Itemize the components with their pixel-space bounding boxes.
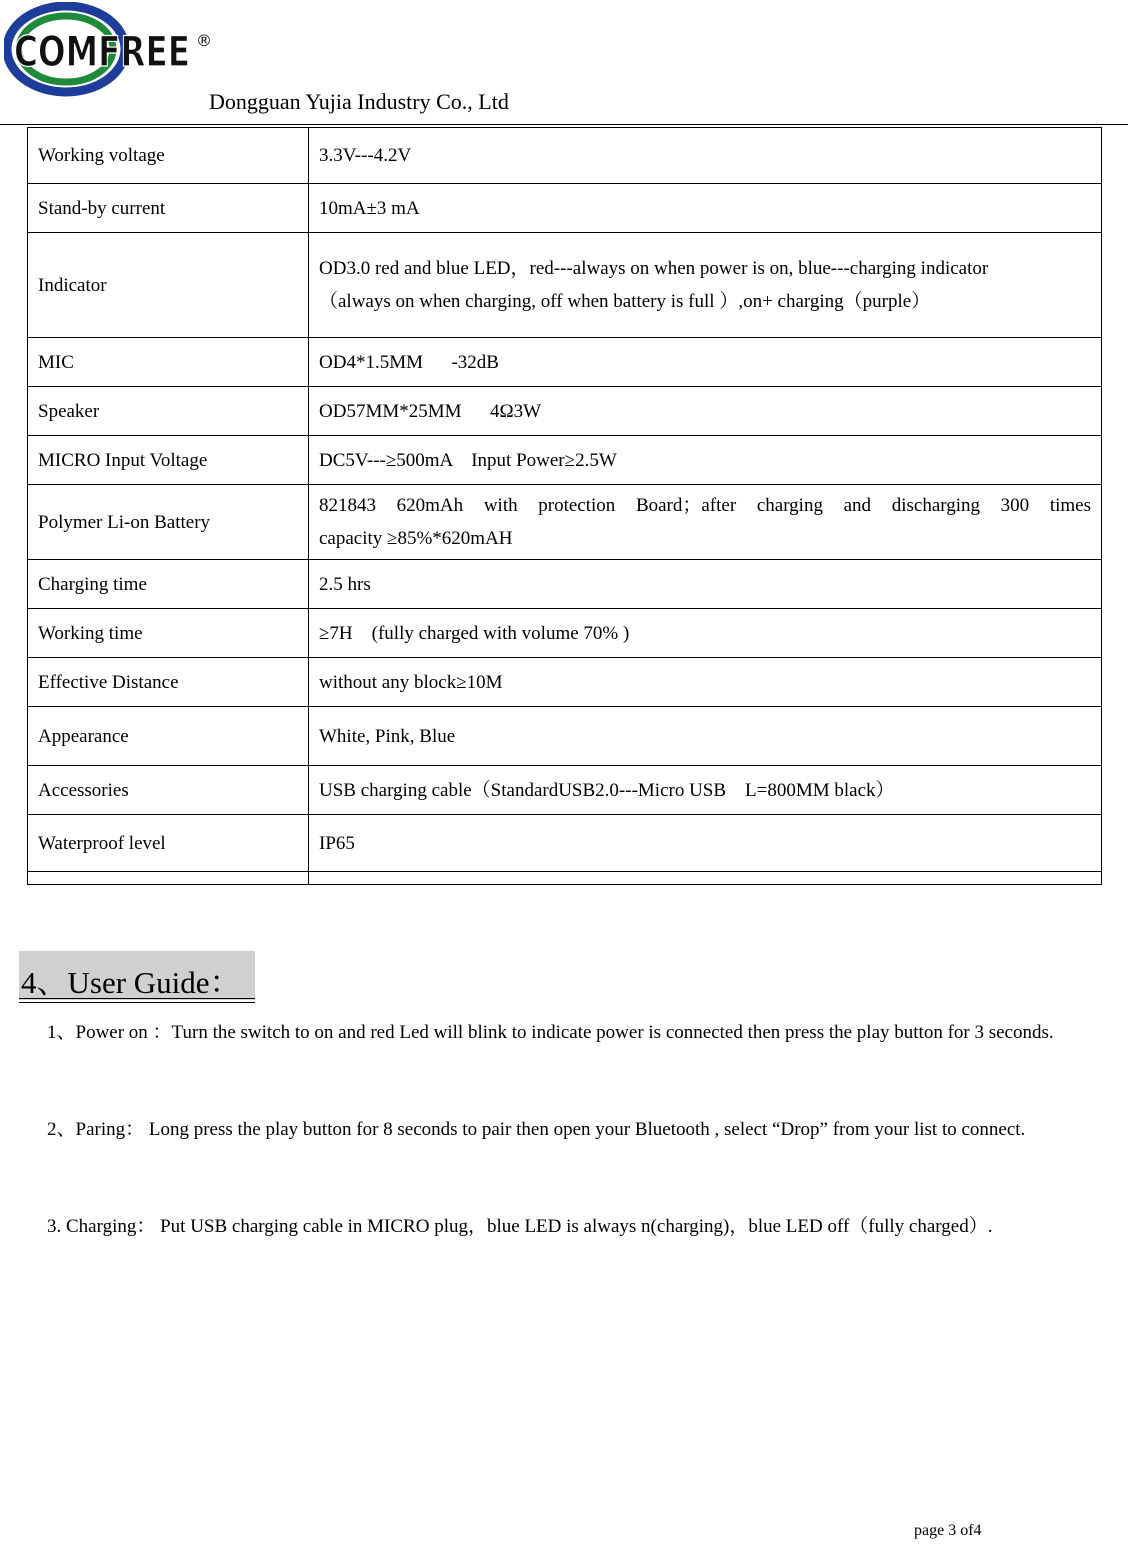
page-number: page 3 of4 xyxy=(914,1522,982,1539)
company-logo xyxy=(4,2,210,98)
table-row xyxy=(28,485,1102,560)
table-row-empty xyxy=(28,872,1102,885)
spec-label: Polymer Li-on Battery xyxy=(28,485,309,560)
spec-label: Stand-by current xyxy=(28,184,309,233)
spec-label-empty xyxy=(28,872,309,885)
guide-item-power-on xyxy=(26,1016,1106,1049)
guide-text: 2、Paring： Long press the play button for 8 seconds to pair then open your Bluetooth , select “Drop” from your list to connect. xyxy=(47,1119,1026,1140)
spec-value: 2.5 hrs xyxy=(309,560,1102,609)
table-row xyxy=(28,387,1102,436)
table-row xyxy=(28,707,1102,766)
spec-value: OD4*1.5MM -32dB xyxy=(309,338,1102,387)
spec-label: Effective Distance xyxy=(28,658,309,707)
spec-value: White, Pink, Blue xyxy=(309,707,1102,766)
table-row xyxy=(28,128,1102,184)
spec-value: DC5V---≥500mA Input Power≥2.5W xyxy=(309,436,1102,485)
guide-item-pairing xyxy=(26,1113,1106,1146)
table-row xyxy=(28,609,1102,658)
spec-label: Accessories xyxy=(28,766,309,815)
spec-label: Working voltage xyxy=(28,128,309,184)
title-underline xyxy=(19,1002,255,1003)
guide-text: 3. Charging： Put USB charging cable in MICRO plug，blue LED is always n(charging)，blue LED off（fully charged）. xyxy=(47,1216,993,1237)
table-row xyxy=(28,560,1102,609)
spec-value: without any block≥10M xyxy=(309,658,1102,707)
spec-value-empty xyxy=(309,872,1102,885)
spec-value: USB charging cable（StandardUSB2.0---Micro USB L=800MM black） xyxy=(309,766,1102,815)
table-row xyxy=(28,766,1102,815)
guide-text: 1、Power on ：Turn the switch to on and red Led will blink to indicate power is connected then press the play button for 3 seconds. xyxy=(47,1022,1054,1043)
table-row xyxy=(28,233,1102,338)
spec-value: OD57MM*25MM 4Ω3W xyxy=(309,387,1102,436)
spec-label: Appearance xyxy=(28,707,309,766)
spec-table xyxy=(27,127,1102,885)
table-row xyxy=(28,436,1102,485)
table-row xyxy=(28,815,1102,872)
spec-value xyxy=(309,485,1102,560)
spec-label: Indicator xyxy=(28,233,309,338)
spec-value-line: capacity ≥85%*620mAH xyxy=(319,528,513,549)
table-row xyxy=(28,184,1102,233)
header-divider xyxy=(0,124,1128,125)
spec-value: IP65 xyxy=(309,815,1102,872)
spec-label: Working time xyxy=(28,609,309,658)
logo-registered-mark: ® xyxy=(196,31,210,50)
spec-value-line: OD3.0 red and blue LED，red---always on when power is on, blue---charging indicator xyxy=(319,258,989,279)
spec-label: Waterproof level xyxy=(28,815,309,872)
title-underline xyxy=(19,998,255,999)
table-row xyxy=(28,338,1102,387)
spec-value-line: 821843 620mAh with protection Board；after charging and discharging 300 times xyxy=(319,495,1091,516)
spec-value: ≥7H (fully charged with volume 70% ) xyxy=(309,609,1102,658)
spec-value-line: （always on when charging, off when battery is full ）,on+ charging（purple） xyxy=(319,291,931,312)
company-name: Dongguan Yujia Industry Co., Ltd xyxy=(209,89,509,114)
spec-value xyxy=(309,233,1102,338)
guide-item-charging xyxy=(26,1210,1106,1243)
spec-value: 10mA±3 mA xyxy=(309,184,1102,233)
spec-label: Charging time xyxy=(28,560,309,609)
spec-label: Speaker xyxy=(28,387,309,436)
spec-value: 3.3V---4.2V xyxy=(309,128,1102,184)
spec-label: MICRO Input Voltage xyxy=(28,436,309,485)
spec-label: MIC xyxy=(28,338,309,387)
section-title: 4、User Guide： xyxy=(19,951,255,1000)
logo-text: COMFREE xyxy=(14,27,190,76)
table-row xyxy=(28,658,1102,707)
